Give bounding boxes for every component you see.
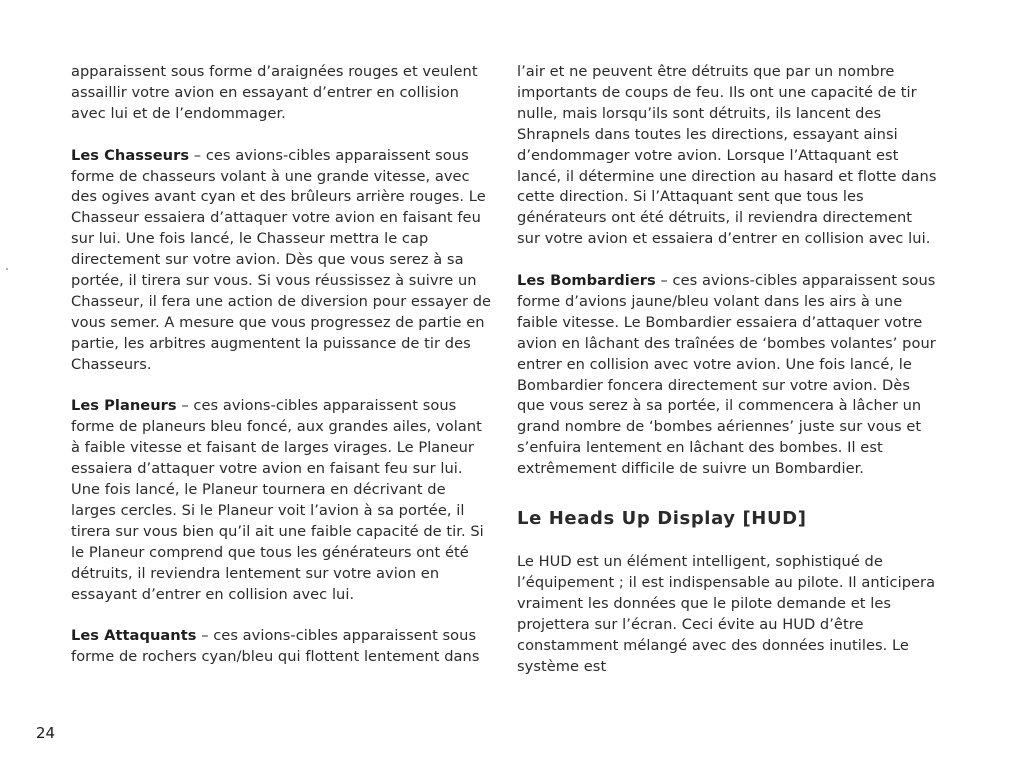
term-planeurs: Les Planeurs xyxy=(71,397,177,415)
left-column xyxy=(71,62,495,689)
term-chasseurs: Les Chasseurs xyxy=(71,146,190,164)
paragraph-hud: Le HUD est un élément intelligent, sophistiqué de l’équipement ; il est indispensable au pilote. Il anticipera vraiment les données que le pilote demande et les projettera sur l’écran. Ceci évite au HUD d’être constamment mélangé avec des données inutiles. Le système est xyxy=(517,553,936,675)
paragraph-attaquants-continuation: l’air et ne peuvent être détruits que par un nombre importants de coups de feu. Ils ont une capacité de tir nulle, mais lorsqu’ils sont détruits, ils lancent des Shrapnels dans toutes les directions, essayant ainsi d’endommager votre avion. Lorsque l’Attaquant est lancé, il détermine une direction au hasard et flotte dans cette direction. Si l’Attaquant sent que tous les générateurs ont été détruits, il reviendra directement sur votre avion et essaiera d’entrer en collision avec lui. xyxy=(517,63,937,248)
bombardiers-description: – ces avions-cibles apparaissent sous forme d’avions jaune/bleu volant dans les airs à une faible vitesse. Le Bombardier essaiera d’attaquer votre avion en lâchant des traînées de ‘bombes volantes’ pour entrer en collision avec votre avion. Une fois lancé, le Bombardier foncera directement sur votre avion. Dès que vous serez à sa portée, il commencera à lâcher un grand nombre de ‘bombes aériennes’ juste sur vous et s’enfuira lentement en lâchant des bombes. Il est extrêmement difficile de suivre un Bombardier. xyxy=(517,272,936,478)
scan-speck xyxy=(6,268,8,270)
section-heading-hud: Le Heads Up Display [HUD] xyxy=(517,508,807,530)
term-attaquants: Les Attaquants xyxy=(71,627,197,645)
paragraph-planeurs xyxy=(71,396,495,605)
chasseurs-description: – ces avions-cibles apparaissent sous forme de chasseurs volant à une grande vitesse, avec des ogives avant cyan et des brûleurs arrière rouges. Le Chasseur essaiera d’attaquer votre avion en faisant feu sur lui. Une fois lancé, le Chasseur mettra le cap directement sur votre avion. Dès que vous serez à sa portée, il tirera sur vous. Si vous réussissez à suivre un Chasseur, il fera une action de diversion pour essayer de vous semer. A mesure que vous progressez de partie en partie, les arbitres augmentent la puissance de tir des Chasseurs. xyxy=(71,146,492,373)
paragraph-intro-continuation: apparaissent sous forme d’araignées rouges et veulent assaillir votre avion en essayant d’entrer en collision avec lui et de l’endommager. xyxy=(71,63,478,122)
paragraph-bombardiers xyxy=(517,271,937,480)
page-number: 24 xyxy=(36,724,56,742)
term-bombardiers: Les Bombardiers xyxy=(517,272,656,290)
attaquants-description: – ces avions-cibles apparaissent sous forme de rochers cyan/bleu qui flottent lentement dans xyxy=(71,627,480,666)
right-column xyxy=(517,62,937,698)
paragraph-attaquants xyxy=(71,626,495,668)
paragraph-chasseurs xyxy=(71,146,495,376)
planeurs-description: – ces avions-cibles apparaissent sous forme de planeurs bleu foncé, aux grandes ailes, volant à faible vitesse et faisant de larges virages. Le Planeur essaiera d’attaquer votre avion en faisant feu sur lui. Une fois lancé, le Planeur tournera en décrivant de larges cercles. Si le Planeur voit l’avion à sa portée, il tirera sur vous bien qu’il ait une faible capacité de tir. Si le Planeur comprend que tous les générateurs ont été détruits, il reviendra lentement sur votre avion en essayant d’entrer en collision avec lui. xyxy=(71,397,484,603)
